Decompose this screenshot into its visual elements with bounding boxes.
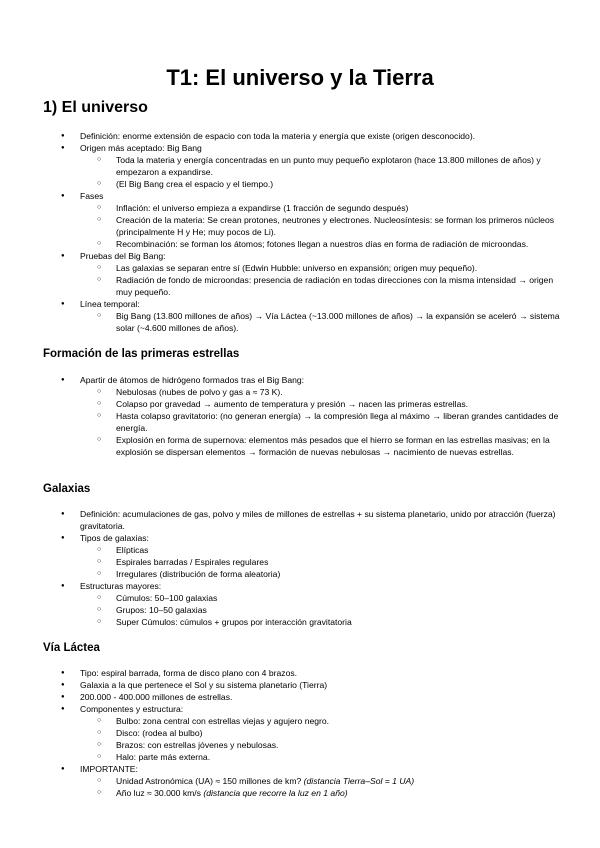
- list-item: ○ Creación de la materia: Se crean protones, neutrones y electrones. Nucleosíntesis: se forman los primeros núcleos (principalmente H y He; muy pocos de Li).: [0, 214, 560, 238]
- list-item: ● Definición: enorme extensión de espacio con toda la materia y energía que existe (origen desconocido).: [0, 130, 560, 142]
- list-item: ● Tipos de galaxias:: [0, 532, 560, 544]
- list-item-note: (distancia Tierra–Sol = 1 UA): [303, 776, 415, 786]
- section-heading-estrellas: Formación de las primeras estrellas: [43, 348, 240, 360]
- list-item: ○ Elípticas: [0, 544, 560, 556]
- list-item: ○ Super Cúmulos: cúmulos + grupos por interacción gravitatoria: [0, 616, 560, 628]
- section-list-universo: [0, 130, 560, 334]
- list-item-note: (distancia que recorre la luz en 1 año): [203, 788, 348, 798]
- list-item: ○ Explosión en forma de supernova: elementos más pesados que el hierro se forman en las estrellas masivas; en la explosión se dispersan elementos → formación de nuevas nebulosas → nacimiento de nuevas estrellas.: [0, 434, 560, 458]
- list-item: ○ Brazos: con estrellas jóvenes y nebulosas.: [0, 739, 560, 751]
- list-item: ○ Grupos: 10–50 galaxias: [0, 604, 560, 616]
- list-item: ○ Recombinación: se forman los átomos; fotones llegan a nuestros días en forma de radiación de microondas.: [0, 238, 560, 250]
- list-item: ○ (El Big Bang crea el espacio y el tiempo.): [0, 178, 560, 190]
- section-list-estrellas: [0, 374, 560, 458]
- list-item: ○ Radiación de fondo de microondas: presencia de radiación en todas direcciones con la misma intensidad → origen muy pequeño.: [0, 274, 560, 298]
- list-item: [0, 775, 560, 787]
- list-item: ● 200.000 - 400.000 millones de estrellas.: [0, 691, 560, 703]
- list-item: ○ Las galaxias se separan entre sí (Edwin Hubble: universo en expansión; origen muy pequeño).: [0, 262, 560, 274]
- list-item: [0, 787, 560, 799]
- page-title: T1: El universo y la Tierra: [166, 65, 434, 90]
- list-item: ○ Disco: (rodea al bulbo): [0, 727, 560, 739]
- list-item: ● Definición: acumulaciones de gas, polvo y miles de millones de estrellas + su sistema planetario, unido por atracción (fuerza) gravitatoria.: [0, 508, 560, 532]
- section-heading-via-lactea: Vía Láctea: [43, 642, 100, 654]
- list-item: ○ Cúmulos: 50–100 galaxias: [0, 592, 560, 604]
- section-heading-universo: 1) El universo: [43, 99, 148, 116]
- list-item: ● Pruebas del Big Bang:: [0, 250, 560, 262]
- list-item: ● Origen más aceptado: Big Bang: [0, 142, 560, 154]
- list-item: ○ Halo: parte más externa.: [0, 751, 560, 763]
- list-item: ● Línea temporal:: [0, 298, 560, 310]
- list-item: ● Estructuras mayores:: [0, 580, 560, 592]
- list-item-text: Año luz ≈ 30.000 km/s: [116, 788, 201, 798]
- section-heading-galaxias: Galaxias: [43, 483, 91, 495]
- list-item: ○ Nebulosas (nubes de polvo y gas a ≈ 73 K).: [0, 386, 560, 398]
- list-item: ● Componentes y estructura:: [0, 703, 560, 715]
- list-item: ○ Hasta colapso gravitatorio: (no generan energía) → la compresión llega al máximo → liberan grandes cantidades de energía.: [0, 410, 560, 434]
- list-item: ● Fases: [0, 190, 560, 202]
- list-item: ○ Espirales barradas / Espirales regulares: [0, 556, 560, 568]
- list-item: ○ Inflación: el universo empieza a expandirse (1 fracción de segundo después): [0, 202, 560, 214]
- list-item: ○ Toda la materia y energía concentradas en un punto muy pequeño explotaron (hace 13.800 millones de años) y empezaron a expandirse.: [0, 154, 560, 178]
- list-item: ● Apartir de átomos de hidrógeno formados tras el Big Bang:: [0, 374, 560, 386]
- list-item: ○ Colapso por gravedad → aumento de temperatura y presión → nacen las primeras estrellas.: [0, 398, 560, 410]
- list-item: ○ Big Bang (13.800 millones de años) → Vía Láctea (~13.000 millones de años) → la expansión se aceleró → sistema solar (~4.600 millones de años).: [0, 310, 560, 334]
- list-item: ○ Bulbo: zona central con estrellas viejas y agujero negro.: [0, 715, 560, 727]
- list-item: ● Tipo: espiral barrada, forma de disco plano con 4 brazos.: [0, 667, 560, 679]
- list-item: ● IMPORTANTE:: [0, 763, 560, 775]
- section-list-via-lactea: [0, 667, 560, 799]
- list-item: ○ Irregulares (distribución de forma aleatoria): [0, 568, 560, 580]
- list-item-text: Unidad Astronómica (UA) ≈ 150 millones de km?: [116, 776, 302, 786]
- section-list-galaxias: [0, 508, 560, 628]
- list-item: ● Galaxia a la que pertenece el Sol y su sistema planetario (Tierra): [0, 679, 560, 691]
